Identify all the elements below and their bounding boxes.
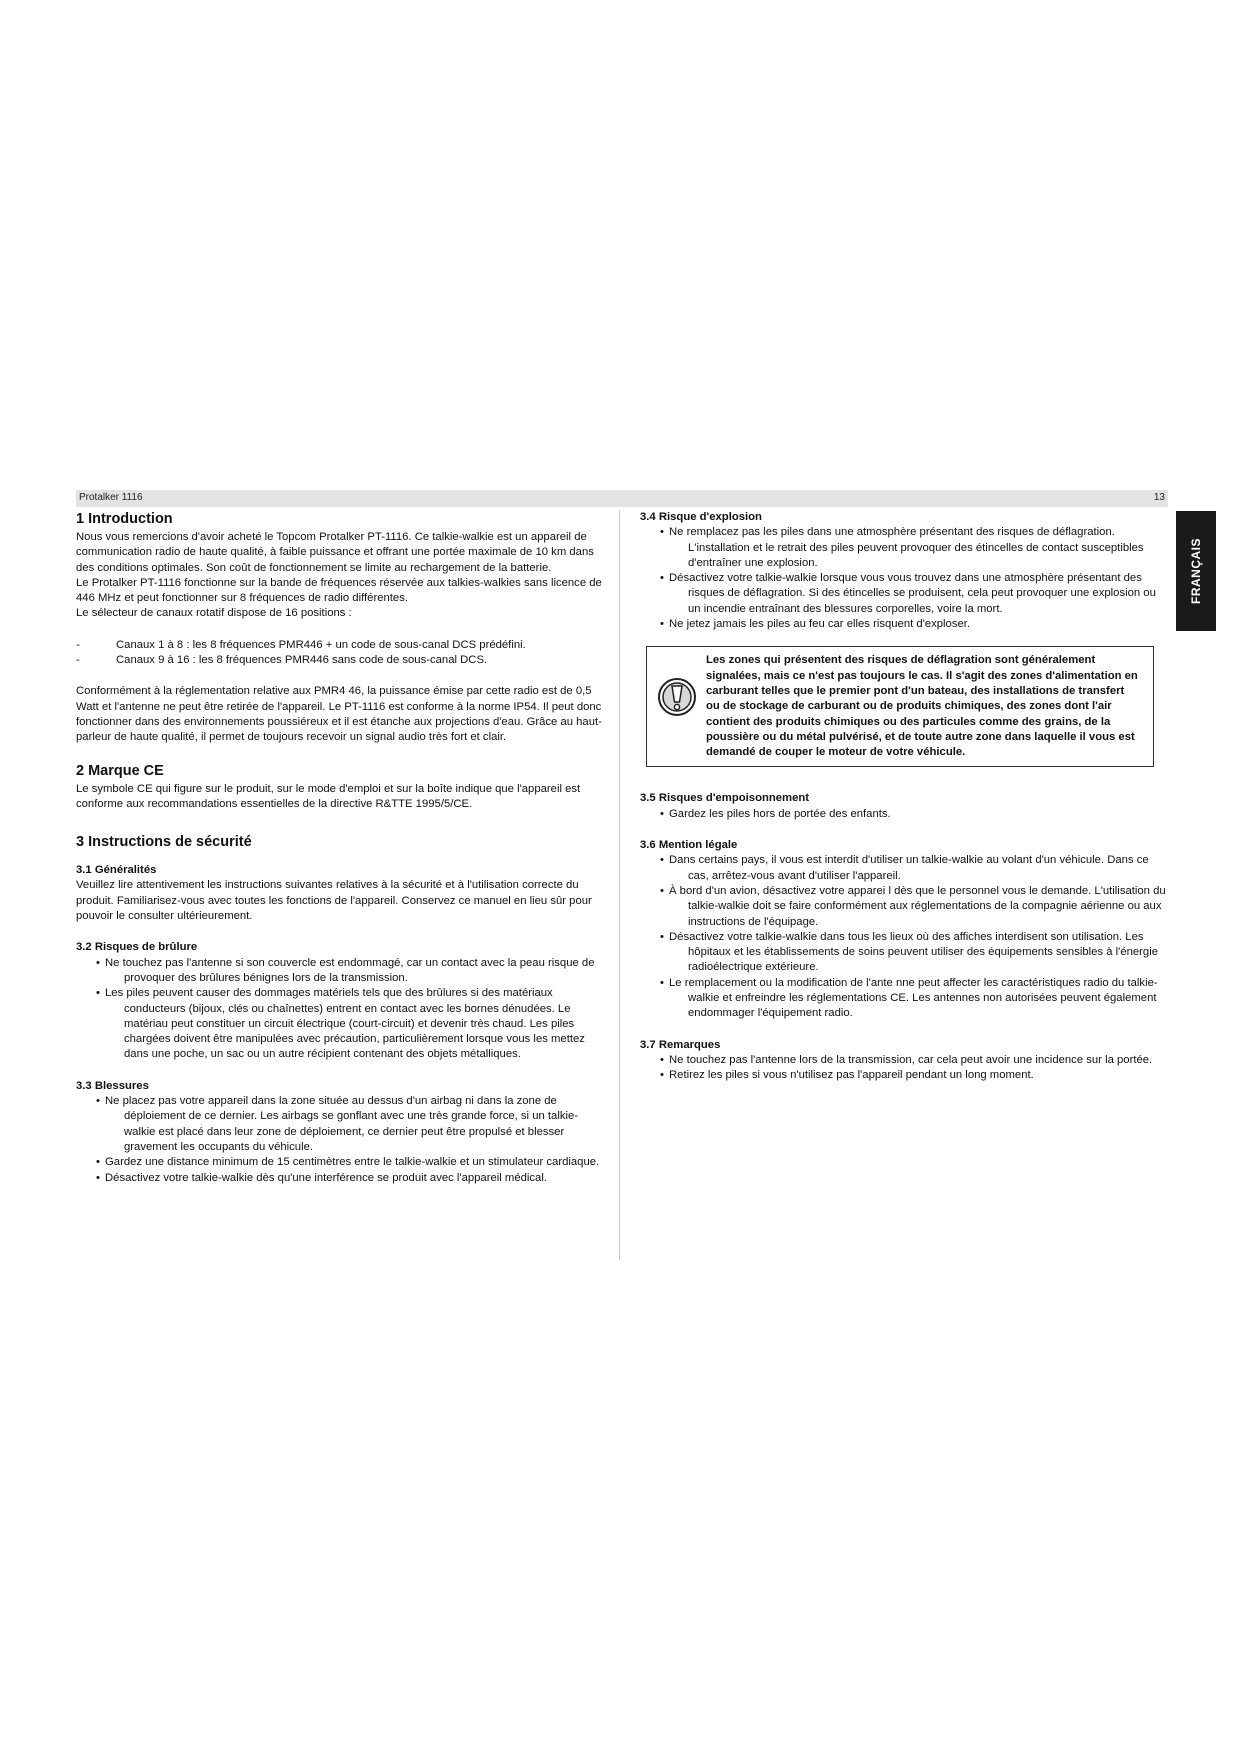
list-item: • À bord d'un avion, désactivez votre apparei l dès que le personnel vous le demande. L'utilisation du talkie-walkie doit se faire conformément aux réglementations de la compagnie aérienne ou aux instructions de l'équipage. [660,884,1166,928]
section-3-4-title: 3.4 Risque d'explosion [640,511,762,523]
intro-paragraph-2: Le Protalker PT-1116 fonctionne sur la bande de fréquences réservée aux talkies-walkies sans licence de 446 MHz et peut fonctionner sur 8 fréquences de radio différentes. [76,576,602,605]
burn-list [76,956,604,1063]
general-paragraph: Veuillez lire attentivement les instructions suivantes relatives à la sécurité et à l'utilisation correcte du produit. Familiarisez-vous avec toutes les fonctions de l'appareil. Conservez ce manuel en lieu sûr pour pouvoir le consulter ultérieurement. [76,879,592,923]
list-item: - Canaux 1 à 8 : les 8 fréquences PMR446 + un code de sous-canal DCS prédéfini. [76,638,526,651]
list-item: • Gardez les piles hors de portée des enfants. [660,807,891,820]
channel-list [76,638,604,669]
warning-box [646,646,1154,767]
warning-text: Les zones qui présentent des risques de déflagration sont généralement signalées, mais ce n'est pas toujours le cas. Il s'agit des zones d'alimentation en carburant telles que le premier pont d'un bateau, des installations de transfert ou de stockage de carburant ou de produits chimiques, des zones dont l'air contient des produits chimiques ou des particules comme des grains, de la poussière ou du métal pulvérisé, et de toute autre zone dans laquelle il vous est demandé de couper le moteur de votre véhicule. [706,654,1138,759]
section-2-title: 2 Marque CE [76,762,164,779]
intro-paragraph-3: Le sélecteur de canaux rotatif dispose de 16 positions : [76,607,352,620]
page-number: 13 [1153,492,1165,503]
page-header [76,490,1168,507]
legal-list [640,853,1168,1021]
list-item: • Ne jetez jamais les piles au feu car elles risquent d'exploser. [660,618,971,631]
section-3-5-title: 3.5 Risques d'empoisonnement [640,792,810,805]
list-item: • Ne placez pas votre appareil dans la zone située au dessus d'un airbag ni dans la zone de déploiement de ce dernier. Les airbags se gonflant avec une très grande force, si un talkie-walkie est placé dans leur zone de déploiement, ce dernier peut être propulsé et blesser gravement les occupants du véhicule. [96,1095,579,1153]
list-item: - Canaux 9 à 16 : les 8 fréquences PMR446 sans code de sous-canal DCS. [76,654,488,667]
language-tab [1176,511,1216,631]
injury-list [76,1094,604,1186]
product-name: Protalker 1116 [79,492,143,503]
list-item: • Désactivez votre talkie-walkie dans tous les lieux où des affiches interdisent son utilisation. Les hôpitaux et les établissements de soins peuvent utiliser des équipements sensibles à l'énergie radioélectrique extérieure. [660,930,1159,974]
section-3-7-title: 3.7 Remarques [640,1038,721,1051]
section-3-2-title: 3.2 Risques de brûlure [76,941,198,954]
ce-paragraph: Le symbole CE qui figure sur le produit, sur le mode d'emploi et sur la boîte indique que l'appareil est conforme aux recommandations essentielles de la directive R&TTE 1995/5/CE. [76,782,581,810]
list-item: • Ne touchez pas l'antenne lors de la transmission, car cela peut avoir une incidence sur la portée. [660,1053,1153,1066]
left-column [76,510,604,1186]
section-1-title: 1 Introduction [76,511,173,527]
section-3-6-title: 3.6 Mention légale [640,839,738,852]
poison-list [640,807,1168,822]
list-item: • Les piles peuvent causer des dommages matériels tels que des brûlures si des matériaux conducteurs (bijoux, clés ou chaînettes) entrent en contact avec les bornes dénudées. Le matériau peut constituer un circuit électrique (court-circuit) et devenir très chaud. Les piles chargées doivent être manipulées avec précaution, particulièrement lorsque vous les mettez dans une poche, un sac ou un autre récipient contenant des objets métalliques. [96,987,585,1061]
list-item: • Ne touchez pas l'antenne si son couvercle est endommagé, car un contact avec la peau risque de provoquer des brûlures bénignes lors de la transmission. [96,956,595,984]
remarks-list [640,1053,1168,1084]
explosion-list [640,525,1168,632]
intro-paragraph-1: Nous vous remercions d'avoir acheté le Topcom Protalker PT-1116. Ce talkie-walkie est un appareil de communication radio de haute qualité, à faible puissance et offrant une portée maximale de 10 km dans des conditions optimales. Son coût de fonctionnement se limite au rechargement de la batterie. [76,531,594,574]
column-divider [619,510,620,1260]
intro-paragraph-4: Conformément à la réglementation relative aux PMR4 46, la puissance émise par cette radio est de 0,5 Watt et l'antenne ne peut être retirée de l'appareil. Le PT-1116 est conforme à la norme IP54. Il peut donc fonctionner dans des environnements poussiéreux et il est étanche aux projections d'eau. Grâce au haut-parleur de haute qualité, il permet de toujours recevoir un signal audio très fort et clair. [76,685,602,744]
list-item: • Le remplacement ou la modification de l'ante nne peut affecter les caractéristiques radio du talkie-walkie et enfreindre les réglementations CE. Les antennes non autorisées peuvent également endommager l'équipement radio. [660,976,1158,1020]
section-3-1-title: 3.1 Généralités [76,864,157,877]
section-3-title: 3 Instructions de sécurité [76,834,252,851]
list-item: • Dans certains pays, il vous est interdit d'utiliser un talkie-walkie au volant d'un véhicule. Dans ce cas, arrêtez-vous avant d'utiliser l'appareil. [660,854,1149,882]
list-item: • Désactivez votre talkie-walkie lorsque vous vous trouvez dans une atmosphère présentant des risques de déflagration. Si des étincelles se produisent, cela peut provoquer une explosion ou un incendie entraînant des blessures corporelles, voire la mort. [660,572,1156,615]
right-column [640,510,1168,1084]
list-item: • Désactivez votre talkie-walkie dès qu'une interférence se produit avec l'appareil médical. [96,1171,547,1184]
section-3-3-title: 3.3 Blessures [76,1079,149,1092]
warning-icon [657,677,697,717]
list-item: • Retirez les piles si vous n'utilisez pas l'appareil pendant un long moment. [660,1069,1034,1082]
list-item: • Ne remplacez pas les piles dans une atmosphère présentant des risques de déflagration. L'installation et le retrait des piles peuvent provoquer des étincelles de contact susceptibles d'entraîner une explosion. [660,526,1144,569]
language-label: FRANÇAIS [1189,538,1203,604]
list-item: • Gardez une distance minimum de 15 centimètres entre le talkie-walkie et un stimulateur cardiaque. [96,1156,600,1169]
